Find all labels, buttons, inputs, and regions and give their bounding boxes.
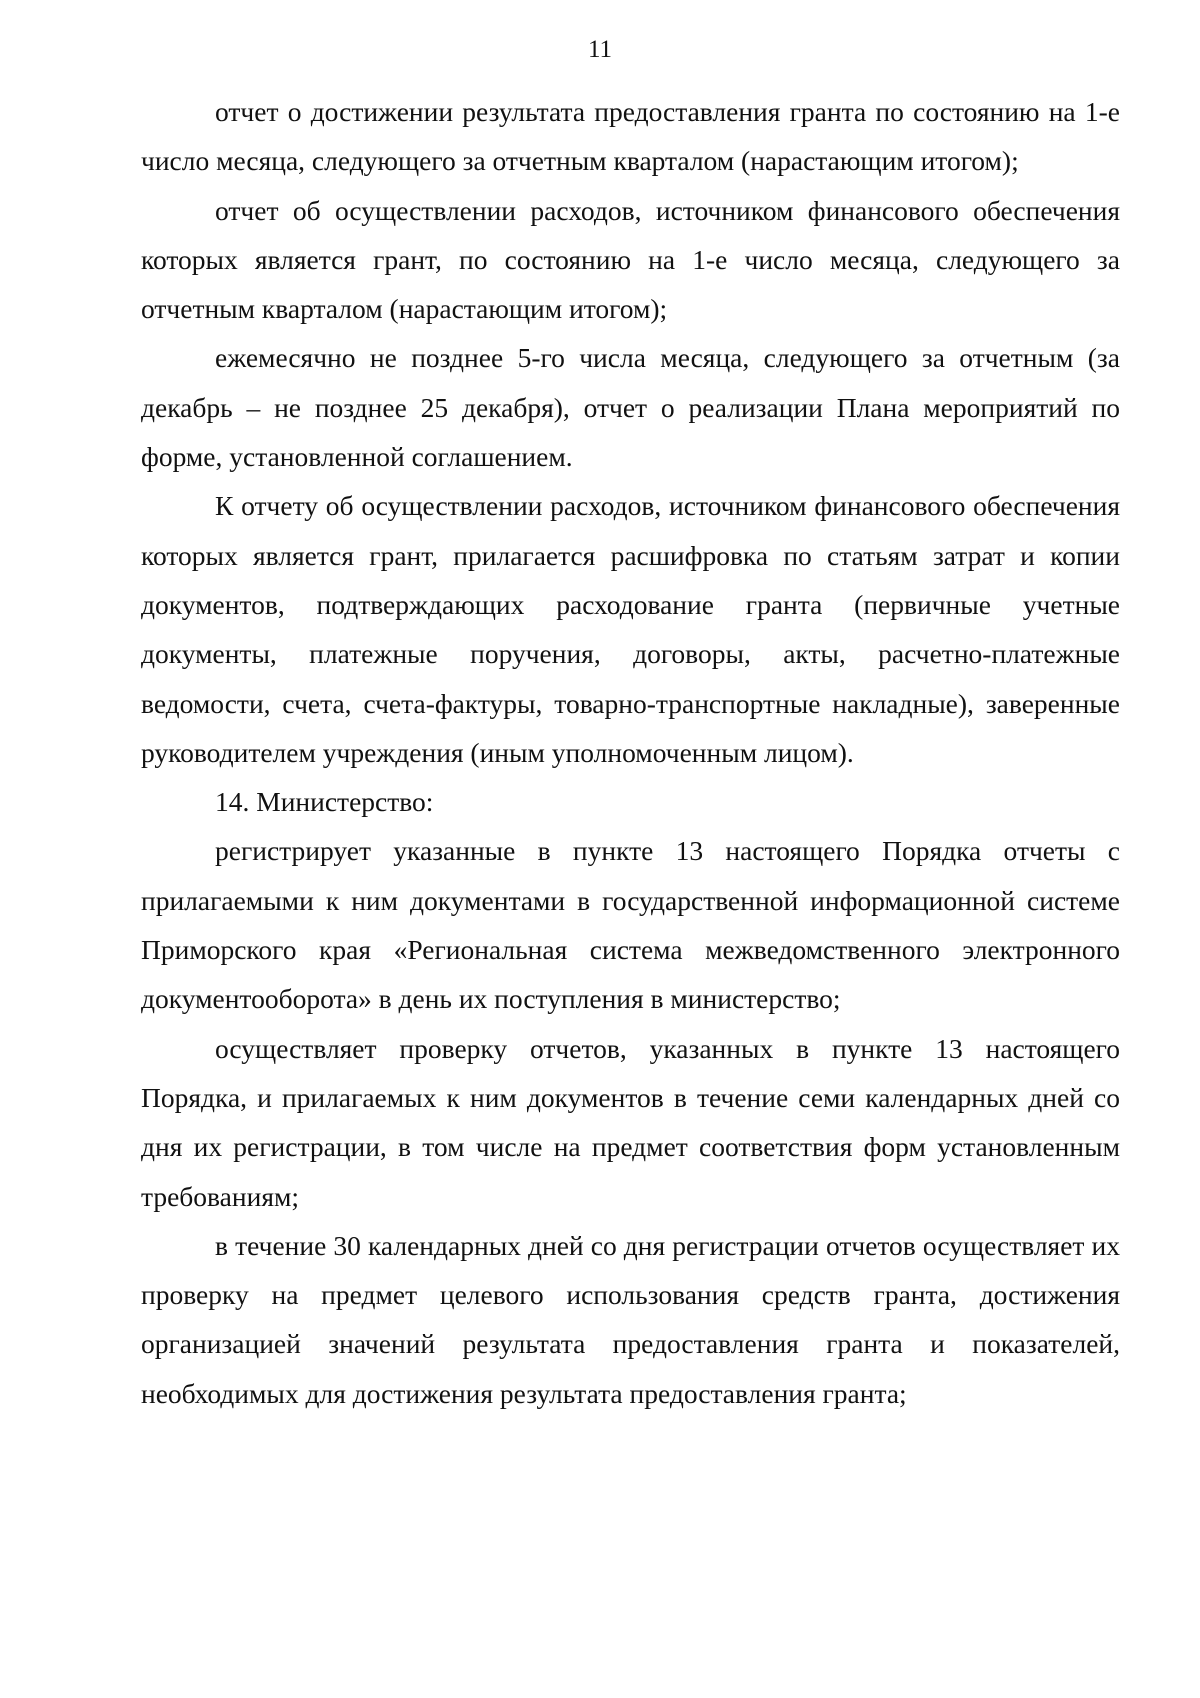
paragraph-attached-documents: К отчету об осуществлении расходов, источником финансового обеспечения которых является грант, прилагается расшифровка по статьям затрат и копии документов, подтверждающих расходование гранта (первичные учетные документы, платежные поручения, договоры, акты, расчетно-платежные ведомости, счета, счета-фактуры, товарно-транспортные накладные), заверенные руководителем учреждения (иным уполномоченным лицом). [141,490,1120,768]
paragraph-expense-report: отчет об осуществлении расходов, источником финансового обеспечения которых является грант, по состоянию на 1-е число месяца, следующего за отчетным кварталом (нарастающим итогом); [141,194,1120,325]
paragraph-quarterly-result-report: отчет о достижении результата предоставления гранта по состоянию на 1-е число месяца, следующего за отчетным кварталом (нарастающим итогом); [141,96,1120,177]
paragraph-target-use-check: в течение 30 календарных дней со дня регистрации отчетов осуществляет их проверку на предмет целевого использования средств гранта, достижения организацией значений результата предоставления гранта и показателей, необходимых для достижения результата предоставления гранта; [141,1229,1120,1409]
section-heading-ministry: 14. Министерство: [215,786,434,818]
paragraph-registration: регистрирует указанные в пункте 13 настоящего Порядка отчеты с прилагаемыми к ним документами в государственной информационной системе Приморского края «Региональная система межведомственного электронного документооборота» в день их поступления в министерство; [141,835,1120,1015]
paragraph-report-verification: осуществляет проверку отчетов, указанных в пункте 13 настоящего Порядка, и прилагаемых к ним документов в течение семи календарных дней со дня их регистрации, в том числе на предмет соответствия форм установленным требованиям; [141,1032,1120,1212]
paragraph-monthly-plan-report: ежемесячно не позднее 5-го числа месяца, следующего за отчетным (за декабрь – не позднее 25 декабря), отчет о реализации Плана мероприятий по форме, установленной соглашением. [141,342,1120,473]
page-number: 11 [587,36,613,63]
document-body [141,87,1120,1418]
